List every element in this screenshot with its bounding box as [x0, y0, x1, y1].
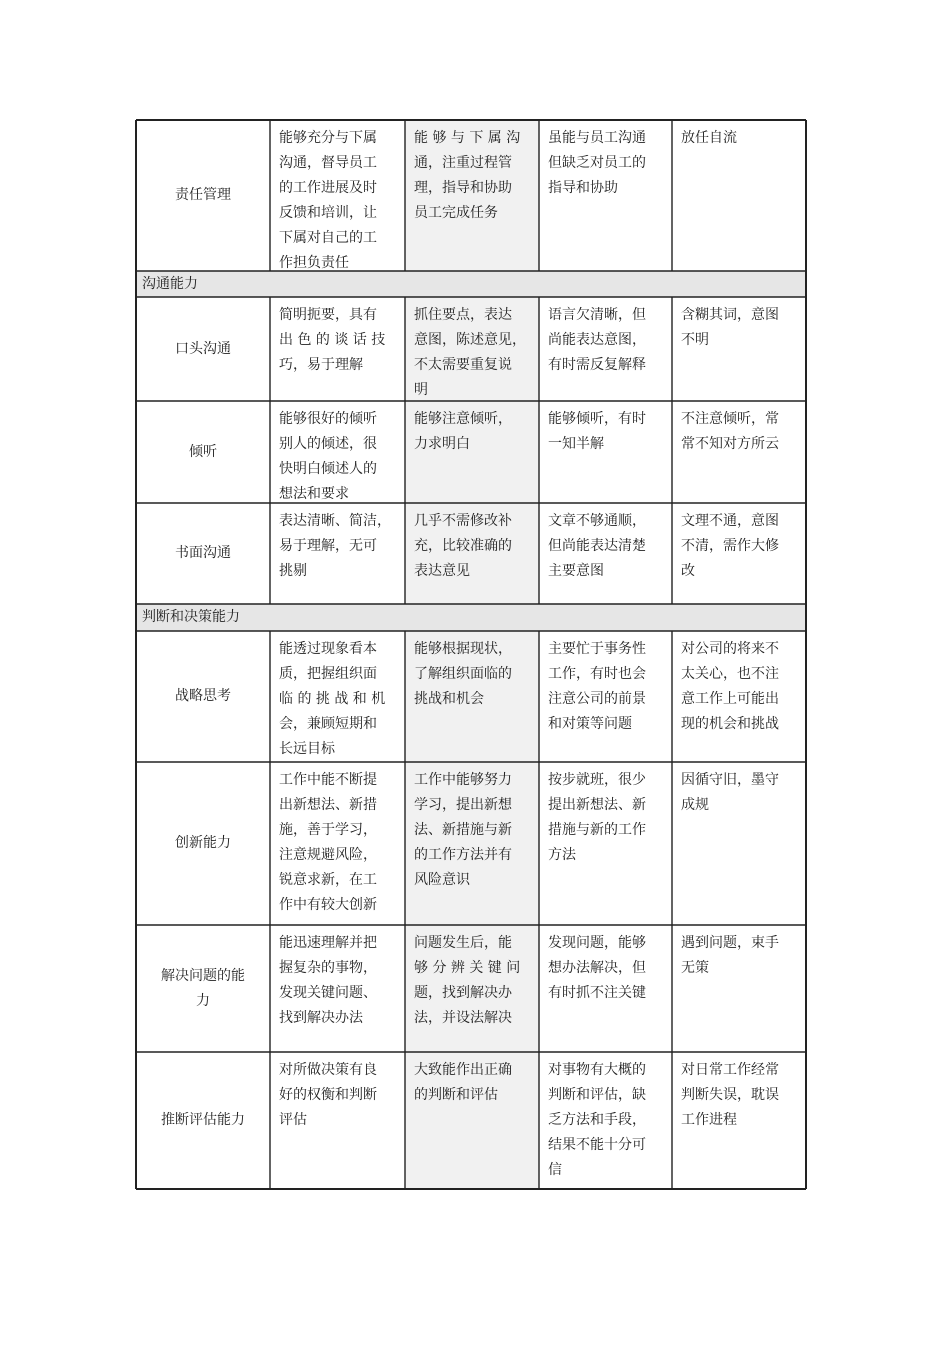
- criterion-label: [136, 762, 270, 925]
- level-description-text: 放任自流: [681, 130, 737, 146]
- criterion-label-text: 推断评估能力: [161, 1112, 245, 1128]
- level-3-description: [539, 631, 672, 762]
- level-description-text: 表达清晰、简洁， 易于理解，无可 挑剔: [279, 513, 391, 579]
- level-description-text: 不注意倾听，常 常不知对方所云: [681, 411, 779, 452]
- level-description-text: 能透过现象看本 质，把握组织面 临 的 挑 战 和 机 会，兼顾短期和 长远目标: [279, 641, 386, 757]
- level-1-description: [270, 631, 405, 762]
- section-title: 沟通能力: [142, 275, 198, 292]
- level-4-description: [672, 631, 806, 762]
- level-4-description: [672, 503, 806, 604]
- level-1-description: [270, 503, 405, 604]
- level-3-description: [539, 120, 672, 271]
- level-description-text: 含糊其词，意图 不明: [681, 307, 779, 348]
- level-description-text: 简明扼要，具有 出 色 的 谈 话 技 巧，易于理解: [279, 307, 386, 373]
- level-description-text: 工作中能够努力 学习，提出新想 法、新措施与新 的工作方法并有 风险意识: [414, 772, 512, 888]
- level-4-description: [672, 297, 806, 401]
- criterion-label-text: 战略思考: [175, 688, 231, 704]
- level-3-description: [539, 503, 672, 604]
- level-2-description: [405, 120, 539, 271]
- level-description-text: 对事物有大概的 判断和评估，缺 乏方法和手段， 结果不能十分可 信: [548, 1062, 646, 1178]
- level-description-text: 对公司的将来不 太关心，也不注 意工作上可能出 现的机会和挑战: [681, 641, 779, 732]
- level-description-text: 能够充分与下属 沟通，督导员工 的工作进展及时 反馈和培训，让 下属对自己的工 作担负责任: [279, 130, 377, 271]
- level-3-description: [539, 1052, 672, 1189]
- criterion-label: [136, 401, 270, 503]
- level-description-text: 能 够 与 下 属 沟 通，注重过程管 理，指导和协助 员工完成任务: [414, 130, 521, 221]
- level-4-description: [672, 401, 806, 503]
- level-description-text: 能够很好的倾听 别人的倾述，很 快明白倾述人的 想法和要求: [279, 411, 377, 502]
- level-2-description: [405, 297, 539, 401]
- criterion-label-text: 创新能力: [175, 835, 231, 851]
- level-description-text: 能够注意倾听， 力求明白: [414, 411, 512, 452]
- criterion-label-text: 解决问题的能 力: [161, 967, 245, 1009]
- level-1-description: [270, 297, 405, 401]
- level-4-description: [672, 925, 806, 1052]
- level-4-description: [672, 762, 806, 925]
- section-title: 判断和决策能力: [142, 609, 240, 625]
- level-1-description: [270, 401, 405, 503]
- criterion-label: [136, 503, 270, 604]
- level-description-text: 能够倾听，有时 一知半解: [548, 411, 646, 452]
- level-description-text: 因循守旧，墨守 成规: [681, 772, 779, 813]
- level-2-description: [405, 1052, 539, 1189]
- criterion-label: [136, 297, 270, 401]
- level-description-text: 发现问题，能够 想办法解决，但 有时抓不注关键: [548, 935, 646, 1001]
- level-2-description: [405, 503, 539, 604]
- level-3-description: [539, 297, 672, 401]
- level-1-description: [270, 925, 405, 1052]
- level-description-text: 遇到问题，束手 无策: [681, 935, 779, 976]
- criterion-label: [136, 120, 270, 271]
- level-description-text: 对所做决策有良 好的权衡和判断 评估: [279, 1062, 377, 1128]
- level-description-text: 能迅速理解并把 握复杂的事物， 发现关键问题、 找到解决办法: [279, 935, 377, 1026]
- level-description-text: 对日常工作经常 判断失误，耽误 工作进程: [681, 1062, 779, 1128]
- level-3-description: [539, 762, 672, 925]
- criterion-label: [136, 631, 270, 762]
- criterion-label-text: 倾听: [189, 443, 217, 460]
- criterion-label-text: 书面沟通: [175, 545, 231, 561]
- level-description-text: 大致能作出正确 的判断和评估: [414, 1062, 512, 1103]
- level-description-text: 问题发生后，能 够 分 辨 关 键 问 题，找到解决办 法，并设法解决: [414, 935, 521, 1026]
- level-description-text: 按步就班，很少 提出新想法、新 措施与新的工作 方法: [548, 772, 646, 863]
- level-description-text: 几乎不需修改补 充，比较准确的 表达意见: [414, 513, 512, 579]
- level-4-description: [672, 1052, 806, 1189]
- level-3-description: [539, 401, 672, 503]
- criterion-label-text: 口头沟通: [175, 340, 231, 357]
- level-description-text: 主要忙于事务性 工作，有时也会 注意公司的前景 和对策等问题: [548, 641, 646, 732]
- level-2-description: [405, 631, 539, 762]
- level-2-description: [405, 925, 539, 1052]
- criterion-label-text: 责任管理: [175, 187, 231, 203]
- level-description-text: 能够根据现状， 了解组织面临的 挑战和机会: [414, 641, 512, 707]
- level-1-description: [270, 120, 405, 271]
- level-2-description: [405, 762, 539, 925]
- level-1-description: [270, 1052, 405, 1189]
- level-4-description: [672, 120, 806, 271]
- level-description-text: 抓住要点，表达 意图，陈述意见， 不太需要重复说 明: [414, 307, 526, 398]
- level-1-description: [270, 762, 405, 925]
- level-description-text: 文理不通，意图 不清，需作大修 改: [681, 513, 779, 579]
- level-description-text: 文章不够通顺， 但尚能表达清楚 主要意图: [548, 513, 646, 579]
- level-description-text: 虽能与员工沟通 但缺乏对员工的 指导和协助: [548, 130, 646, 196]
- level-3-description: [539, 925, 672, 1052]
- criterion-label: [136, 1052, 270, 1189]
- level-description-text: 语言欠清晰，但 尚能表达意图， 有时需反复解释: [548, 307, 646, 373]
- level-description-text: 工作中能不断提 出新想法、新措 施，善于学习， 注意规避风险， 锐意求新，在工 作中有较大创新: [279, 772, 377, 913]
- criterion-label: [136, 925, 270, 1052]
- level-2-description: [405, 401, 539, 503]
